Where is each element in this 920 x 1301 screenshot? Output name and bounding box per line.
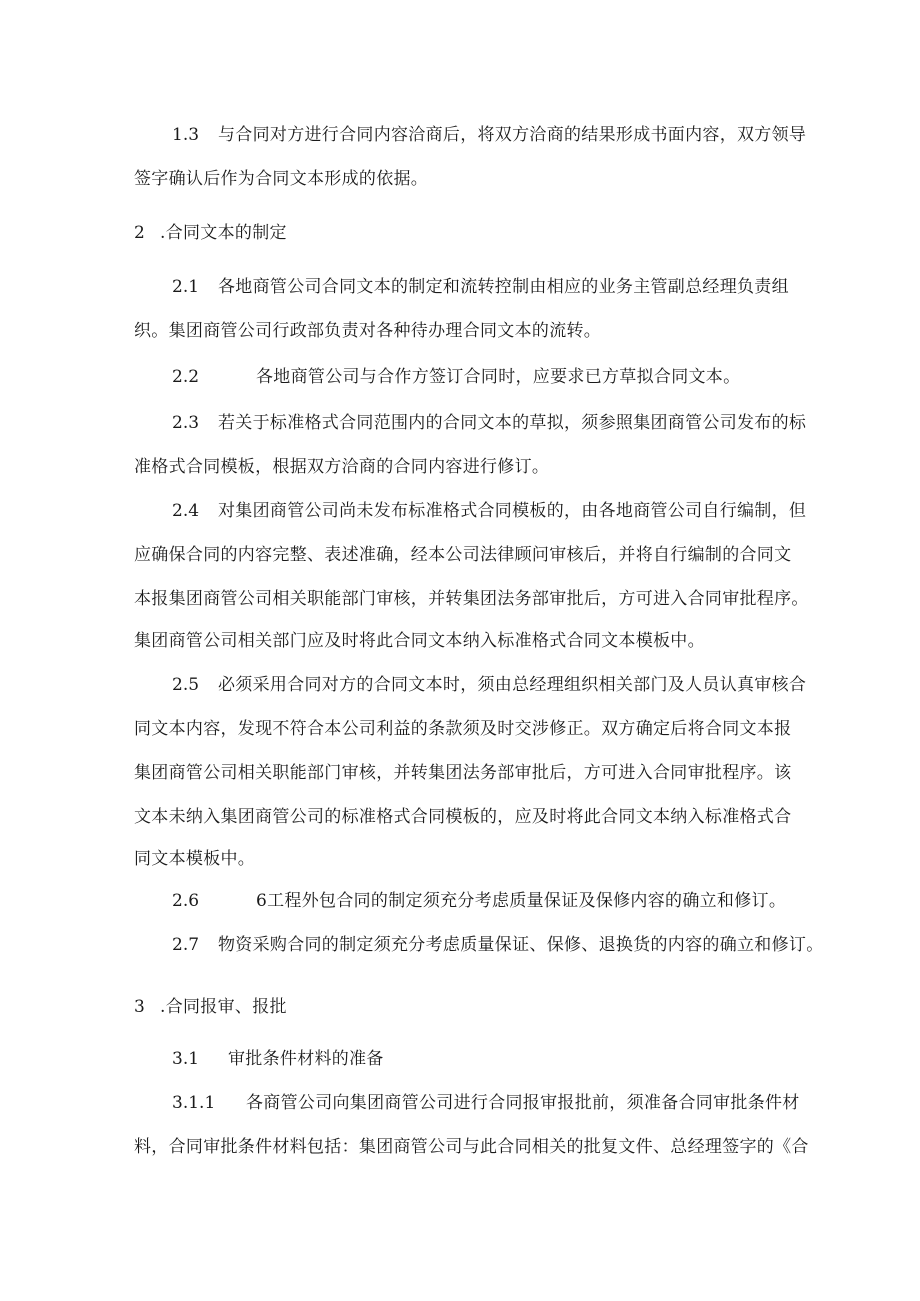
section-number: 2 xyxy=(134,223,145,243)
clause-text: 对集团商管公司尚未发布标准格式合同模板的，由各地商管公司自行编制，但 xyxy=(218,501,807,521)
clause-text: 应确保合同的内容完整、表述准确，经本公司法律顾问审核后，并将自行编制的合同文 xyxy=(134,545,792,565)
section-number: 3 xyxy=(134,997,145,1017)
clause-text: 各商管公司向集团商管公司进行合同报审报批前，须准备合同审批条件材 xyxy=(246,1093,800,1113)
clause-text: 6工程外包合同的制定须充分考虑质量保证及保修内容的确立和修订。 xyxy=(256,891,787,911)
clause-text: 若关于标准格式合同范围内的合同文本的草拟，须参照集团商管公司发布的标 xyxy=(218,413,807,433)
clause-number: 2.5 xyxy=(172,675,200,695)
clause-text: 物资采购合同的制定须充分考虑质量保证、保修、退换货的内容的确立和修订。 xyxy=(218,935,824,955)
clause-text: 织。集团商管公司行政部负责对各种待办理合同文本的流转。 xyxy=(134,321,602,341)
clause-number: 2.3 xyxy=(172,413,200,433)
clause-number: 2.1 xyxy=(172,277,200,297)
clause-text: 同文本内容，发现不符合本公司利益的条款须及时交涉修正。双方确定后将合同文本报 xyxy=(134,719,792,739)
clause-number: 2.6 xyxy=(172,891,200,911)
clause-text: 集团商管公司相关部门应及时将此合同文本纳入标准格式合同文本模板中。 xyxy=(134,631,705,651)
clause-number: 2.4 xyxy=(172,501,200,521)
clause-text: 本报集团商管公司相关职能部门审核，并转集团法务部审批后，方可进入合同审批程序。 xyxy=(134,589,809,609)
clause-text: 签字确认后作为合同文本形成的依据。 xyxy=(134,169,429,189)
clause-text: 文本未纳入集团商管公司的标准格式合同模板的，应及时将此合同文本纳入标准格式合 xyxy=(134,807,792,827)
clause-number: 1.3 xyxy=(172,125,200,145)
section-heading: .合同报审、报批 xyxy=(160,997,287,1017)
clause-text: 料，合同审批条件材料包括：集团商管公司与此合同相关的批复文件、总经理签字的《合 xyxy=(134,1137,809,1157)
clause-text: 与合同对方进行合同内容洽商后，将双方洽商的结果形成书面内容，双方领导 xyxy=(218,125,807,145)
clause-number: 2.2 xyxy=(172,367,200,387)
clause-text: 各地商管公司合同文本的制定和流转控制由相应的业务主管副总经理负责组 xyxy=(218,277,789,297)
clause-number: 3.1 xyxy=(172,1049,200,1069)
clause-number: 2.7 xyxy=(172,935,200,955)
clause-number: 3.1.1 xyxy=(172,1093,216,1113)
clause-text: 集团商管公司相关职能部门审核，并转集团法务部审批后，方可进入合同审批程序。该 xyxy=(134,763,792,783)
clause-text: 各地商管公司与合作方签订合同时，应要求已方草拟合同文本。 xyxy=(256,367,741,387)
clause-text: 审批条件材料的准备 xyxy=(228,1049,384,1069)
clause-text: 必须采用合同对方的合同文本时，须由总经理组织相关部门及人员认真审核合 xyxy=(218,675,807,695)
clause-text: 同文本模板中。 xyxy=(134,849,256,869)
clause-text: 准格式合同模板，根据双方洽商的合同内容进行修订。 xyxy=(134,457,550,477)
section-heading: .合同文本的制定 xyxy=(160,223,287,243)
